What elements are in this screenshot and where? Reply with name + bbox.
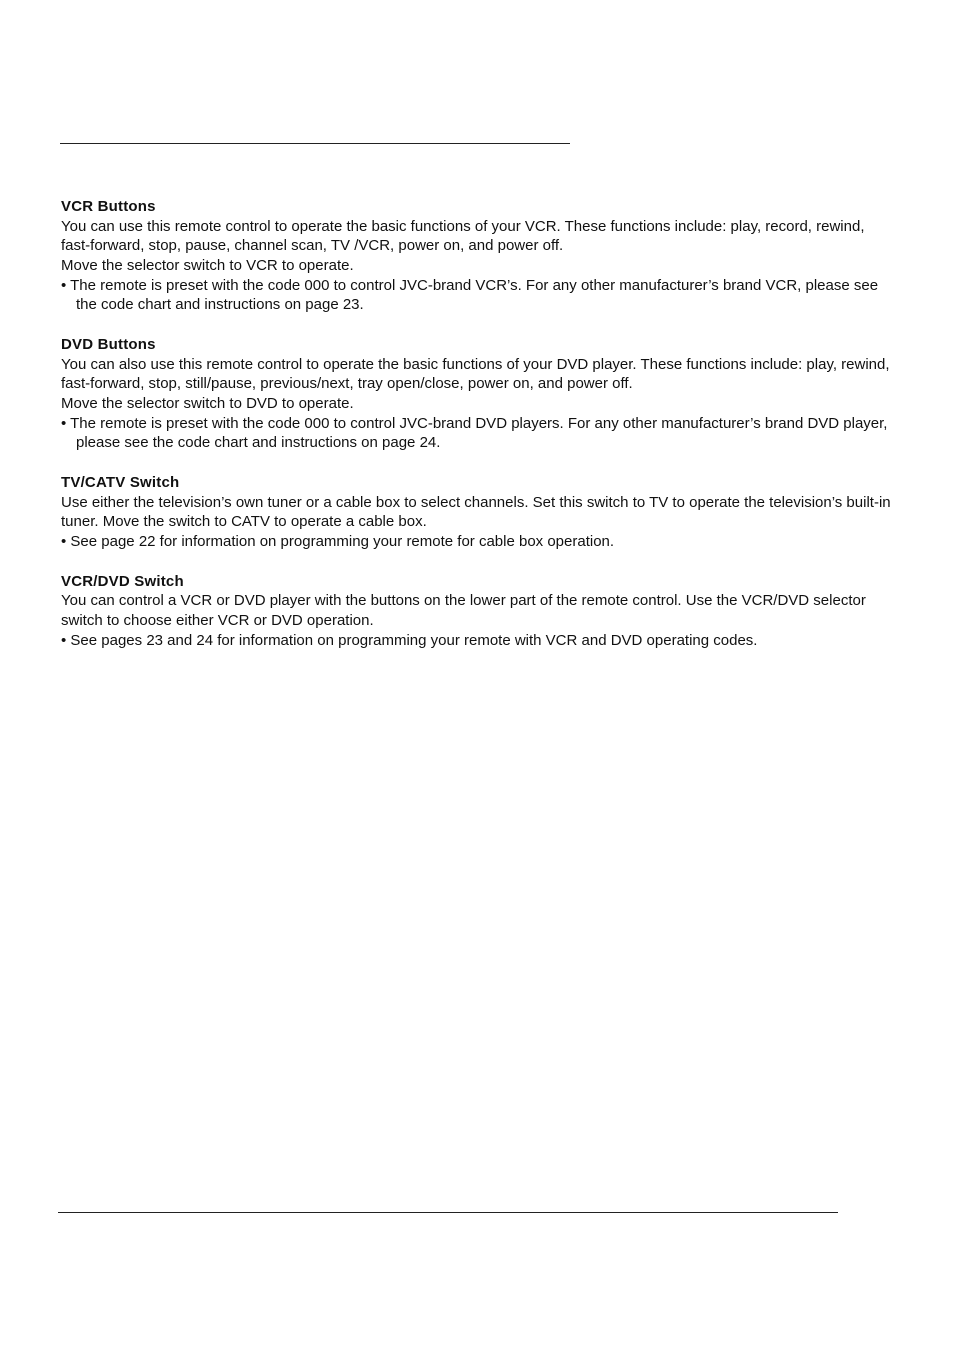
bottom-rule	[58, 1212, 838, 1213]
section-bullet: • The remote is preset with the code 000 to control JVC-brand DVD players. For any other manufacturer’s brand DVD player, please see the code chart and instructions on page 24.	[61, 414, 888, 452]
section-bullet: • See pages 23 and 24 for information on programming your remote with VCR and DVD operating codes.	[61, 631, 758, 649]
section-paragraph: Move the selector switch to VCR to operate.	[61, 256, 354, 274]
section-paragraph: You can also use this remote control to operate the basic functions of your DVD player. These functions include: play, rewind, fast-forward, stop, still/pause, previous/next, tray open/close, power on, and power off.	[61, 355, 890, 393]
section-paragraph: Move the selector switch to DVD to operate.	[61, 394, 354, 412]
section-vcr-dvd-switch	[61, 572, 891, 651]
section-bullet: • See page 22 for information on programming your remote for cable box operation.	[61, 532, 615, 550]
section-paragraph: Use either the television’s own tuner or a cable box to select channels. Set this switch to TV to operate the television’s built-in tuner. Move the switch to CATV to operate a cable box.	[61, 493, 891, 531]
section-bullet: • The remote is preset with the code 000 to control JVC-brand VCR’s. For any other manufacturer’s brand VCR, please see the code chart and instructions on page 23.	[61, 276, 879, 314]
section-dvd-buttons	[61, 335, 891, 453]
section-paragraph: You can use this remote control to operate the basic functions of your VCR. These functions include: play, record, rewind, fast-forward, stop, pause, channel scan, TV /VCR, power on, and power off.	[61, 217, 865, 255]
page-content	[61, 197, 891, 670]
section-heading: DVD Buttons	[61, 336, 156, 354]
section-heading: TV/CATV Switch	[61, 474, 180, 492]
section-heading: VCR Buttons	[61, 198, 156, 215]
section-paragraph: You can control a VCR or DVD player with the buttons on the lower part of the remote control. Use the VCR/DVD selector switch to choose either VCR or DVD operation.	[61, 592, 866, 629]
section-heading: VCR/DVD Switch	[61, 572, 184, 590]
top-rule	[60, 143, 570, 144]
section-vcr-buttons	[61, 197, 891, 315]
section-tv-catv-switch	[61, 473, 891, 552]
